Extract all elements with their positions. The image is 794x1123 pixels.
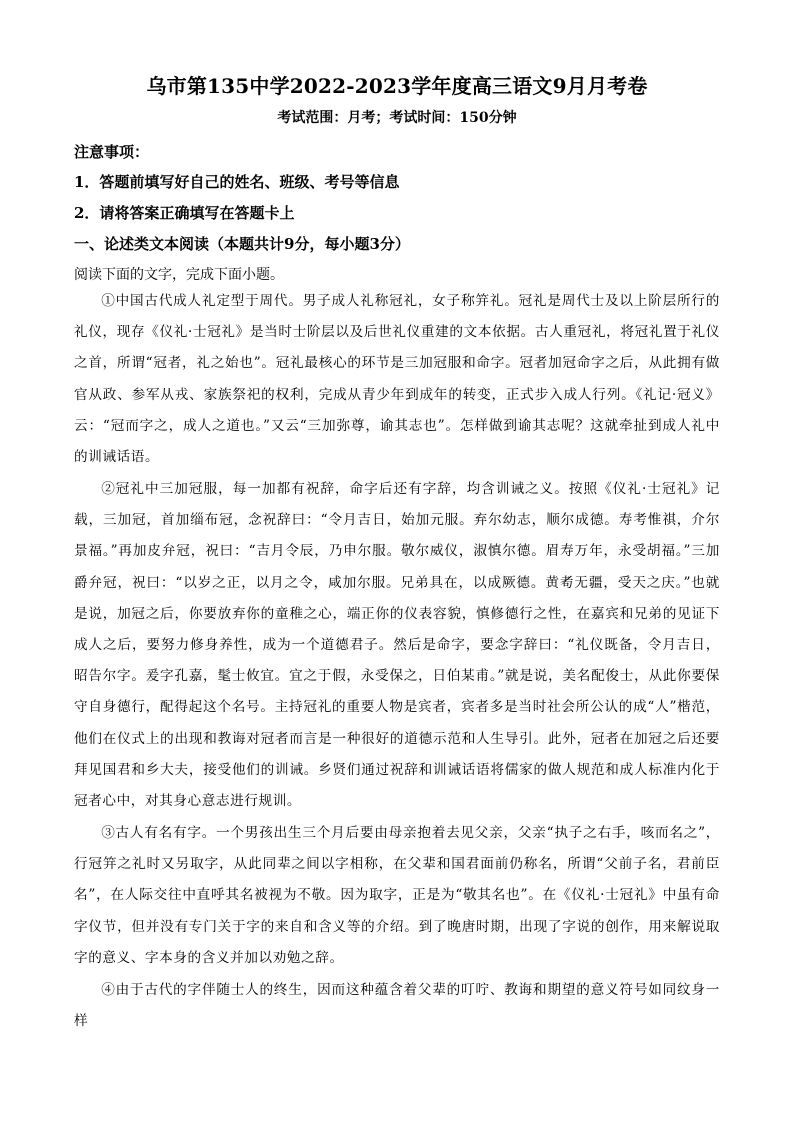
passage-paragraph-4: ④由于古代的字伴随士人的终生，因而这种蕴含着父辈的叮咛、教诲和期望的意义符号如同纹身一样 [74,982,720,1030]
notice-item-2: 2．请将答案正确填写在答题卡上 [74,204,295,222]
passage-paragraph-3: ③古人有名有字。一个男孩出生三个月后要由母亲抱着去见父亲，父亲“执子之右手，咳而名之”，行冠笄之礼时又另取字，从此同辈之间以字相称，在父辈和国君面前仍称名，所谓“父前子名，君前臣名”，在人际交往中直呼其名被视为不敬。因为取字，正是为“敬其名也”。在《仪礼·士冠礼》中虽有命字仪节，但并没有专门关于字的来自和含义等的介绍。到了晚唐时期，出现了字说的创作，用来解说取字的意义、字本身的含义并加以劝勉之辞。 [74,825,720,966]
section-heading: 一、论述类文本阅读（本题共计9分，每小题3分） [74,235,410,253]
notice-item-1: 1．答题前填写好自己的姓名、班级、考号等信息 [74,173,400,191]
passage-paragraph-1: ①中国古代成人礼定型于周代。男子成人礼称冠礼，女子称笄礼。冠礼是周代士及以上阶层所行的礼仪，现存《仪礼·士冠礼》是当时士阶层以及后世礼仪重建的文本依据。古人重冠礼，将冠礼置于礼仪之首，所谓“冠者，礼之始也”。冠礼最核心的环节是三加冠服和命字。冠者加冠命字之后，从此拥有做官从政、参军从戎、家族祭祀的权利，完成从青少年到成年的转变，正式步入成人行列。《礼记·冠义》云：“冠而字之，成人之道也。”又云“三加弥尊，谕其志也”。怎样做到谕其志呢？这就牵扯到成人礼中的训诫话语。 [74,293,720,466]
reading-instruction: 阅读下面的文字，完成下面小题。 [74,267,284,283]
notice-heading: 注意事项： [74,143,150,161]
exam-subtitle: 考试范围：月考；考试时间：150分钟 [277,110,517,126]
passage-paragraph-2: ②冠礼中三加冠服，每一加都有祝辞，命字后还有字辞，均含训诫之义。按照《仪礼·士冠礼》记载，三加冠，首加缁布冠，念祝辞曰：“令月吉日，始加元服。弃尔幼志，顺尔成德。寿考惟祺，介尔景福。”再加皮弁冠，祝曰：“吉月令辰，乃申尔服。敬尔威仪，淑慎尔德。眉寿万年，永受胡福。”三加爵弁冠，祝曰：“以岁之正，以月之令，咸加尔服。兄弟具在，以成厥德。黄耇无疆，受天之庆。”也就是说，加冠之后，你要放弃你的童稚之心，端正你的仪表容貌，慎修德行之性，在嘉宾和兄弟的见证下成人之后，要努力修身养性，成为一个道德君子。然后是命字，要念字辞曰：“礼仪既备，令月吉日，昭告尔字。爰字孔嘉，髦士攸宜。宜之于假，永受保之，日伯某甫。”就是说，美名配俊士，从此你要保守自身德行，配得起这个名号。主持冠礼的重要人物是宾者，宾者多是当时社会所公认的成“人”楷范，他们在仪式上的出现和教诲对冠者而言是一种很好的道德示范和人生导引。此外，冠者在加冠之后还要拜见国君和乡大夫，接受他们的训诫。乡贤们通过祝辞和训诫话语将儒家的做人规范和成人标准内化于冠者心中，对其身心意志进行规训。 [74,481,720,810]
exam-title: 乌市第135中学2022-2023学年度高三语文9月月考卷 [146,74,648,98]
